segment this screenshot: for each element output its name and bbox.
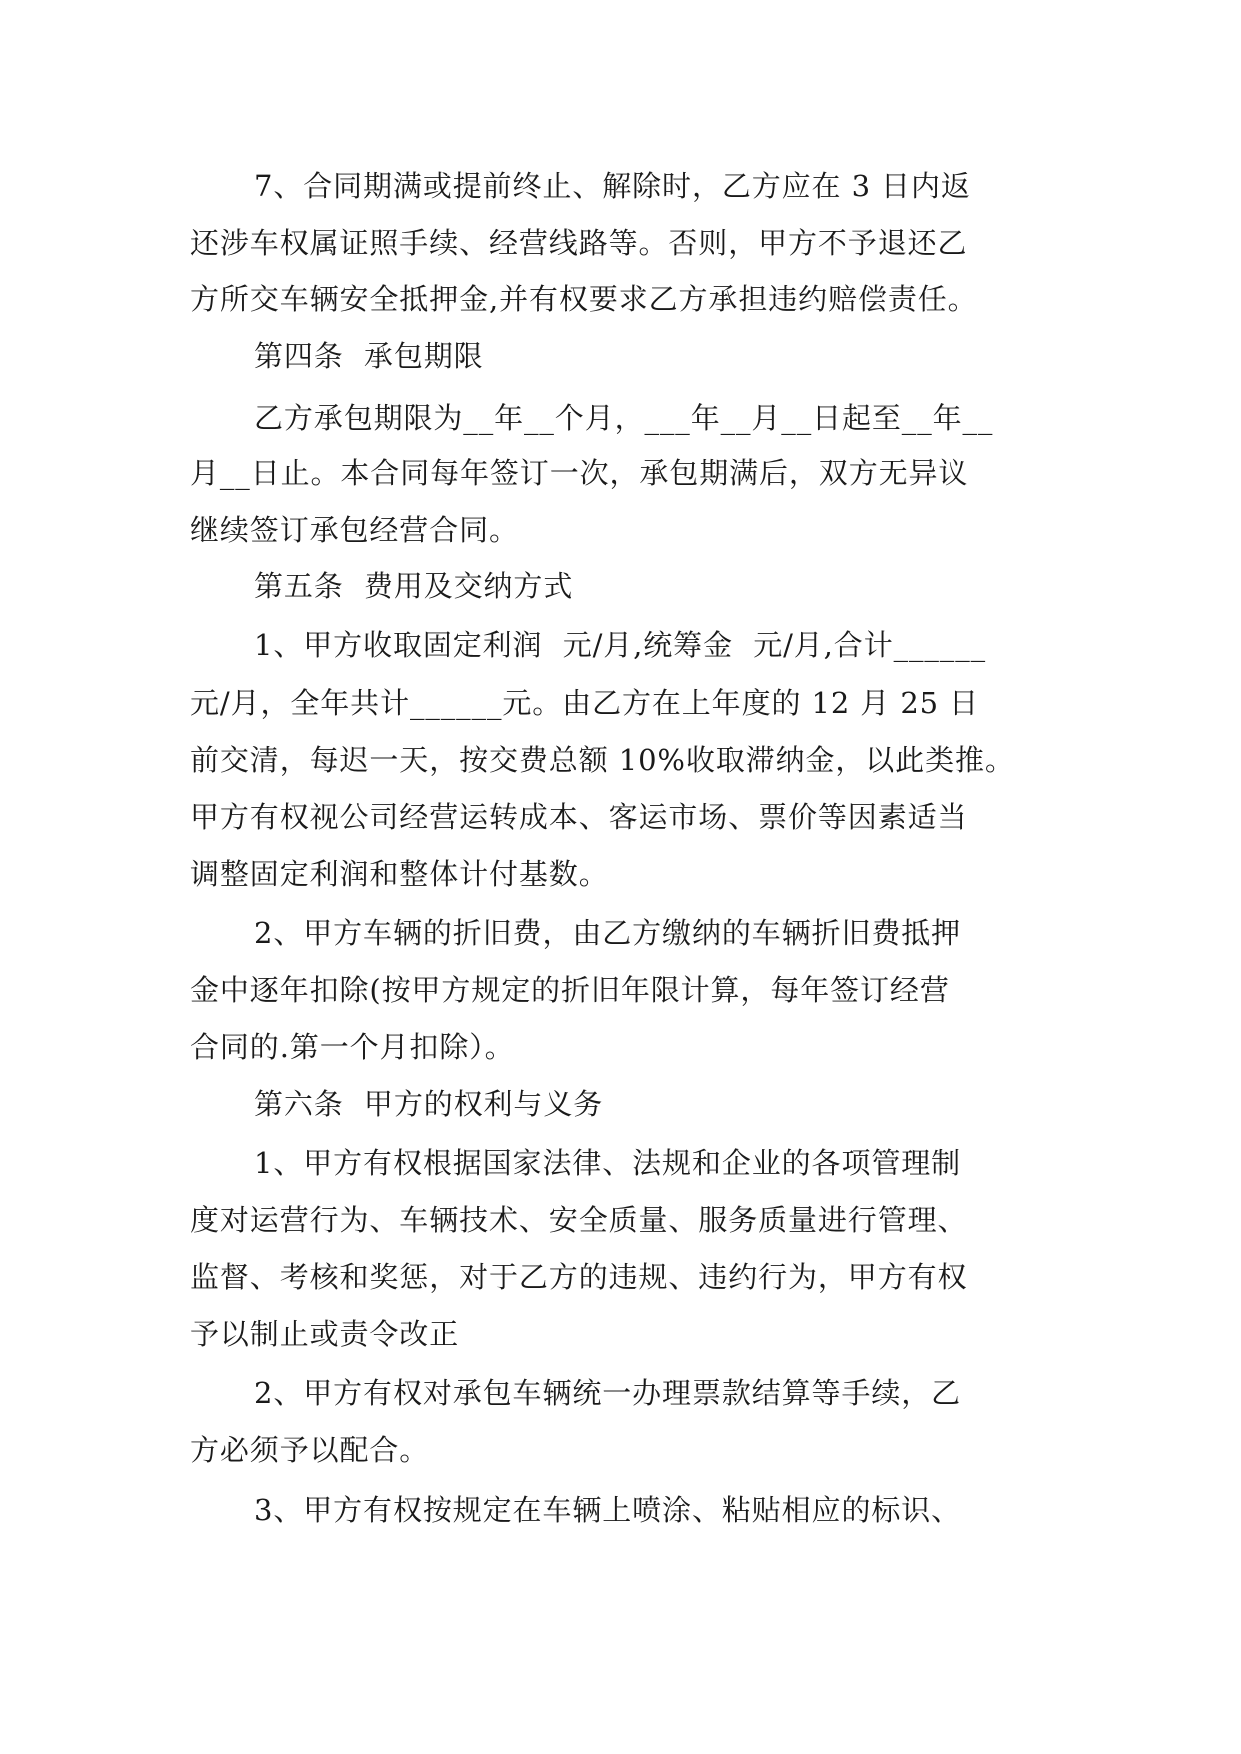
text-line: 予以制止或责令改正 [190, 1317, 460, 1351]
text-line: 方必须予以配合。 [190, 1433, 430, 1467]
text-line: 继续签订承包经营合同。 [190, 513, 519, 547]
text-line: 1、甲方收取固定利润 元/月,统筹金 元/月,合计______ [254, 628, 987, 662]
text-line: 甲方有权视公司经营运转成本、客运市场、票价等因素适当 [190, 800, 968, 834]
text-line: 月__日止。本合同每年签订一次，承包期满后，双方无异议 [190, 456, 969, 490]
text-line: 合同的.第一个月扣除）。 [190, 1030, 515, 1064]
text-line: 前交清，每迟一天，按交费总额 10%收取滞纳金，以此类推。 [190, 743, 1015, 777]
text-line: 2、甲方有权对承包车辆统一办理票款结算等手续，乙 [254, 1376, 962, 1410]
text-line: 元/月，全年共计______元。由乙方在上年度的 12 月 25 日 [190, 686, 980, 720]
text-line: 还涉车权属证照手续、经营线路等。否则，甲方不予退还乙 [190, 226, 968, 260]
text-line: 7、合同期满或提前终止、解除时，乙方应在 3 日内返 [254, 169, 971, 203]
section-heading: 第六条 甲方的权利与义务 [254, 1087, 604, 1121]
section-heading: 第四条 承包期限 [254, 339, 484, 373]
section-heading: 第五条 费用及交纳方式 [254, 569, 574, 603]
text-line: 监督、考核和奖惩，对于乙方的违规、违约行为，甲方有权 [190, 1260, 968, 1294]
text-line: 2、甲方车辆的折旧费，由乙方缴纳的车辆折旧费抵押 [254, 916, 962, 950]
text-line: 度对运营行为、车辆技术、安全质量、服务质量进行管理、 [190, 1203, 968, 1237]
text-line: 调整固定利润和整体计付基数。 [190, 857, 609, 891]
text-line: 3、甲方有权按规定在车辆上喷涂、粘贴相应的标识、 [254, 1493, 962, 1527]
text-line: 1、甲方有权根据国家法律、法规和企业的各项管理制 [254, 1146, 962, 1180]
text-line: 金中逐年扣除(按甲方规定的折旧年限计算，每年签订经营 [190, 973, 950, 1007]
text-line: 乙方承包期限为__年__个月，___年__月__日起至__年__ [254, 401, 994, 435]
text-line: 方所交车辆安全抵押金,并有权要求乙方承担违约赔偿责任。 [190, 282, 978, 316]
